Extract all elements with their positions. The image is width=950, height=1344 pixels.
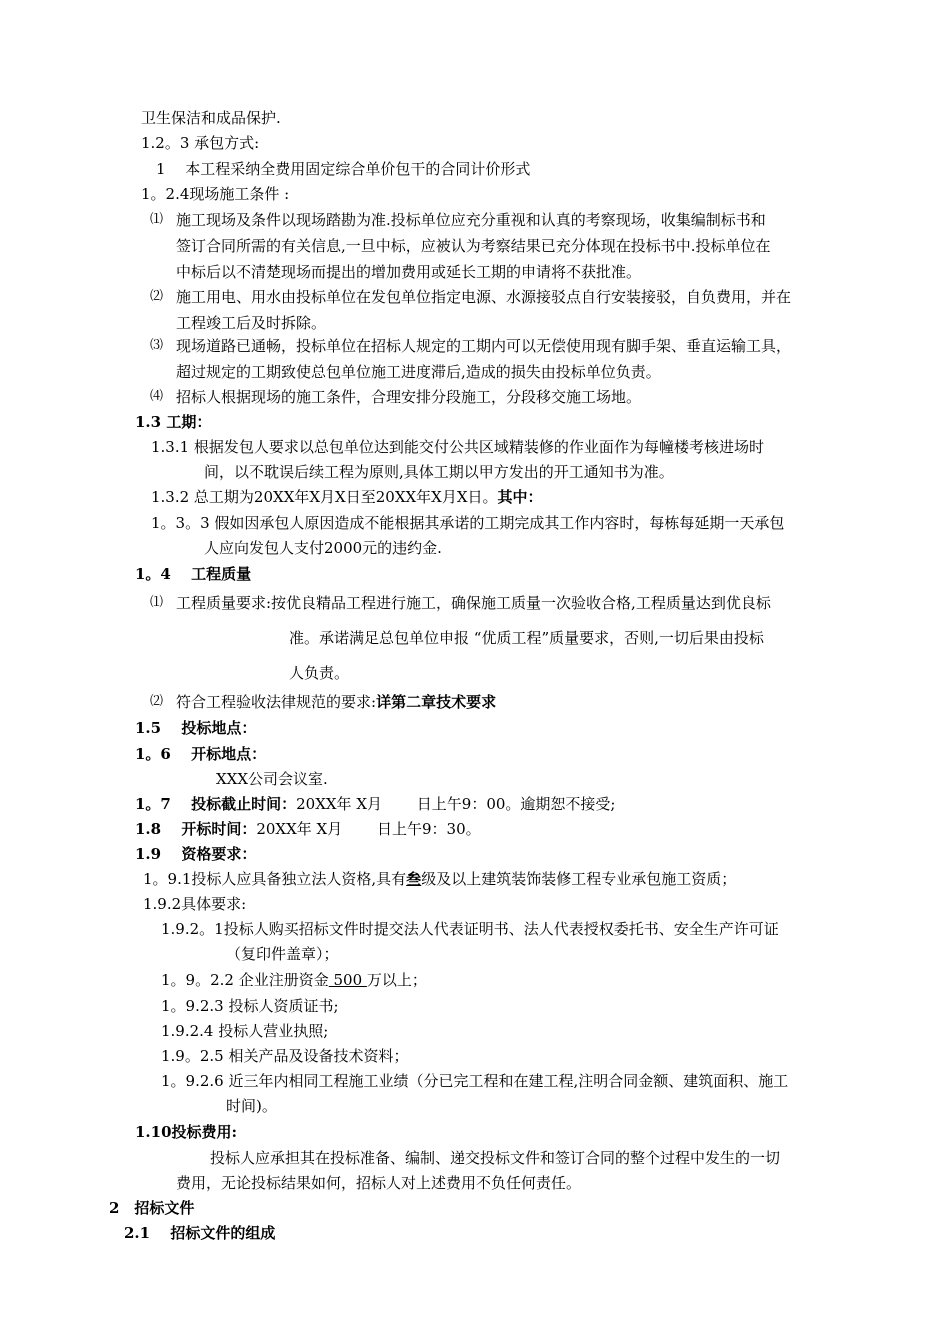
text-line: 人负责。 <box>289 664 350 682</box>
bold-run: 1.8 开标时间： <box>135 820 257 838</box>
text-line <box>143 867 736 891</box>
text-run: 1。9.1投标人应具备独立法人资格,具有 <box>143 870 407 888</box>
text-run: 20XX年 X月 日上午9：00。逾期恕不接受; <box>296 795 616 813</box>
text-line: 1.9.2具体要求: <box>143 895 247 913</box>
text-line <box>151 485 543 509</box>
text-line: 工程质量要求:按优良精品工程进行施工，确保施工质量一次验收合格,工程质量达到优良标 <box>176 594 771 612</box>
text-line: 现场道路已通畅，投标单位在招标人规定的工期内可以无偿使用现有脚手架、垂直运输工具， <box>176 337 792 355</box>
text-line <box>161 968 427 992</box>
text-line: （复印件盖章）； <box>226 945 339 963</box>
text-line: 1.9.2.4 投标人营业执照; <box>161 1022 329 1040</box>
section-heading: 1.10投标费用: <box>135 1123 238 1141</box>
list-marker: ⑷ <box>150 389 164 404</box>
text-line: 施工现场及条件以现场踏勘为准.投标单位应充分重视和认真的考察现场，收集编制标书和 <box>176 211 766 229</box>
text-run: 级及以上建筑装饰装修工程专业承包施工资质； <box>421 870 737 888</box>
text-line: 费用，无论投标结果如何，招标人对上述费用不负任何责任。 <box>176 1174 582 1192</box>
text-line: 时间)。 <box>226 1097 277 1115</box>
list-marker: ⑵ <box>150 694 164 709</box>
text-line: 施工用电、用水由投标单位在发包单位指定电源、水源接驳点自行安装接驳，自负费用，并在 <box>176 288 792 306</box>
bold-run: 1。7 投标截止时间： <box>135 795 297 813</box>
list-marker: ⑶ <box>150 338 164 353</box>
chapter-heading: 2 招标文件 <box>109 1199 195 1217</box>
text-line: 1。9.2.3 投标人资质证书; <box>161 997 339 1015</box>
text-line: 1。9.2.6 近三年内相同工程施工业绩（分已完工程和在建工程,注明合同金额、建筑面积、施工 <box>161 1072 789 1090</box>
text-line: 招标人根据现场的施工条件，合理安排分段施工，分段移交施工场地。 <box>176 388 642 406</box>
list-marker: ⑵ <box>150 289 164 304</box>
list-marker: ⑴ <box>150 595 164 610</box>
list-marker: ⑴ <box>150 212 164 227</box>
text-line <box>176 690 496 714</box>
text-run: 20XX年 X月 日上午9：30。 <box>256 820 481 838</box>
text-line: 工程竣工后及时拆除。 <box>176 314 327 332</box>
text-line: 签订合同所需的有关信息,一旦中标，应被认为考察结果已充分体现在投标书中.投标单位在 <box>176 237 771 255</box>
section-heading: 2.1 招标文件的组成 <box>124 1224 276 1242</box>
text-line: 卫生保洁和成品保护. <box>141 109 281 127</box>
section-heading: 1.3 工期： <box>135 413 212 431</box>
text-line <box>135 817 481 841</box>
text-run: 符合工程验收法律规范的要求: <box>176 693 377 711</box>
subsection-heading: 1。2.4现场施工条件 : <box>141 185 290 203</box>
section-heading: 1.9 资格要求： <box>135 845 257 863</box>
section-heading: 1。4 工程质量 <box>135 565 252 583</box>
section-heading: 1.5 投标地点： <box>135 719 257 737</box>
text-line: 超过规定的工期致使总包单位施工进度滞后,造成的损失由投标单位负责。 <box>176 363 661 381</box>
text-line: XXX公司会议室. <box>216 770 328 788</box>
text-line: 人应向发包人支付2000元的违约金. <box>204 539 442 557</box>
subsection-heading: 1.2。3 承包方式: <box>141 134 260 152</box>
text-line: 准。承诺满足总包单位申报 “优质工程”质量要求，否则,一切后果由投标 <box>289 629 764 647</box>
bold-run: 其中： <box>497 488 543 506</box>
text-line: 1.3.1 根据发包人要求以总包单位达到能交付公共区域精装修的作业面作为每幢楼考核进场时 <box>151 438 764 456</box>
text-line: 投标人应承担其在投标准备、编制、递交投标文件和签订合同的整个过程中发生的一切 <box>210 1149 781 1167</box>
text-line: 间，以不耽误后续工程为原则,具体工期以甲方发出的开工通知书为准。 <box>204 463 674 481</box>
text-line <box>135 792 615 816</box>
underlined-run: 500 <box>328 971 367 989</box>
bold-run: 详第二章技术要求 <box>376 693 497 711</box>
text-line: 1。3。3 假如因承包人原因造成不能根据其承诺的工期完成其工作内容时，每栋每延期一天承包 <box>151 514 785 532</box>
text-line: 1.9。2.5 相关产品及设备技术资料； <box>161 1047 409 1065</box>
section-heading: 1。6 开标地点： <box>135 745 267 763</box>
underlined-run: 叁 <box>406 870 422 888</box>
text-run: 1.3.2 总工期为20XX年X月X日至20XX年X月X日。 <box>151 488 498 506</box>
text-line: 中标后以不清楚现场而提出的增加费用或延长工期的申请将不获批准。 <box>176 263 642 281</box>
text-run: 1。9。2.2 企业注册资金 <box>161 971 329 989</box>
text-line: 1.9.2。1投标人购买招标文件时提交法人代表证明书、法人代表授权委托书、安全生产许可证 <box>161 920 779 938</box>
text-run: 万以上； <box>366 971 427 989</box>
text-line: 1 本工程采纳全费用固定综合单价包干的合同计价形式 <box>156 160 531 178</box>
